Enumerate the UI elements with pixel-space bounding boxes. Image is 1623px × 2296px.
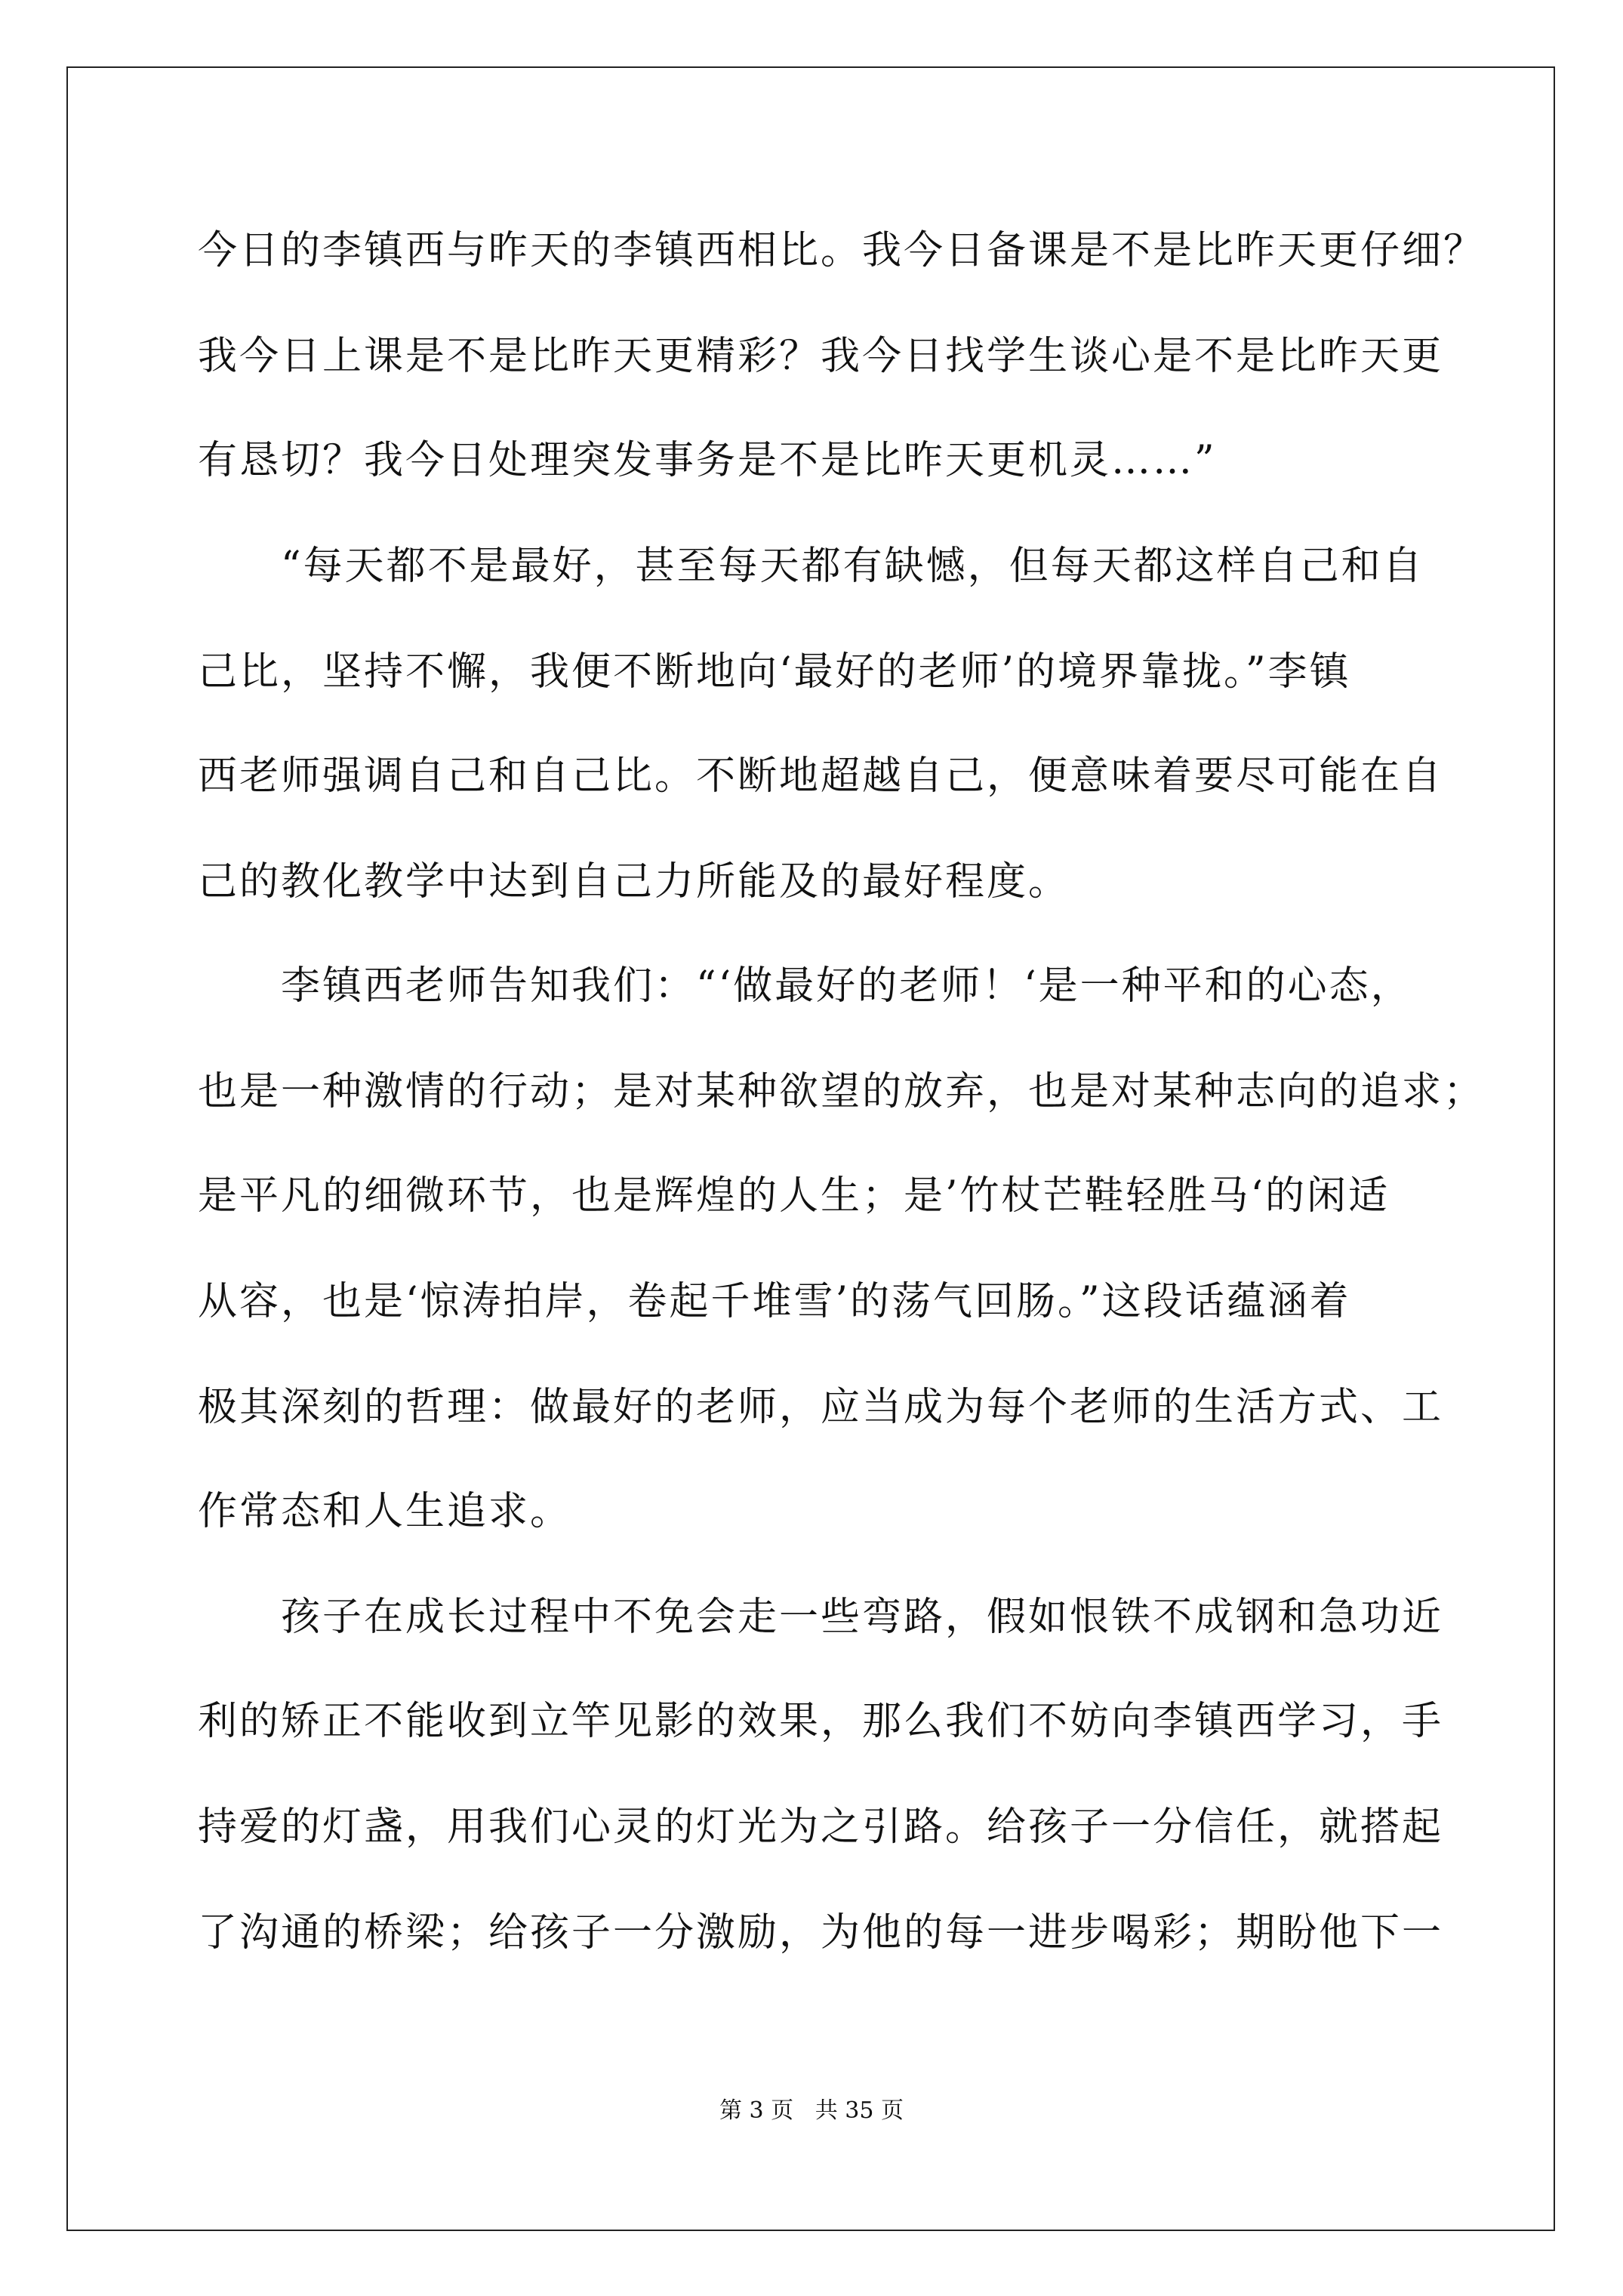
text-line: 己的教化教学中达到自己力所能及的最好程度。	[198, 859, 1070, 905]
text-line: 极其深刻的哲理：做最好的老师，应当成为每个老师的生活方式、工	[198, 1385, 1444, 1430]
text-line: 从容，也是‘惊涛拍岸，卷起千堆雪’的荡气回肠。”这段话蕴涵着	[198, 1279, 1351, 1324]
text-line: 也是一种激情的行动；是对某种欲望的放弃，也是对某种志向的追求；	[198, 1069, 1486, 1114]
text-line: 是平凡的细微环节，也是辉煌的人生；是’竹杖芒鞋轻胜马‘的闲适	[198, 1173, 1390, 1219]
text-line: 李镇西老师告知我们：“‘做最好的老师！‘是一种平和的心态，	[281, 963, 1412, 1009]
text-line: 孩子在成长过程中不免会走一些弯路，假如恨铁不成钢和急功近	[281, 1595, 1444, 1640]
page-number: 第 3 页 共 35 页	[719, 2097, 904, 2124]
text-line: 今日的李镇西与昨天的李镇西相比。我今日备课是不是比昨天更仔细？	[198, 228, 1486, 273]
text-line: “每天都不是最好，甚至每天都有缺憾，但每天都这样自己和自	[281, 544, 1424, 589]
page-border	[66, 66, 1555, 2231]
text-line: 持爱的灯盏，用我们心灵的灯光为之引路。给孩子一分信任，就搭起	[198, 1804, 1444, 1850]
text-line: 西老师强调自己和自己比。不断地超越自己，便意味着要尽可能在自	[198, 754, 1444, 799]
text-line: 己比，坚持不懈，我便不断地向‘最好的老师’的境界靠拢。”李镇	[198, 649, 1351, 695]
text-line: 作常态和人生追求。	[198, 1489, 572, 1534]
text-line: 我今日上课是不是比昨天更精彩？我今日找学生谈心是不是比昨天更	[198, 334, 1444, 379]
text-line: 有恳切？我今日处理突发事务是不是比昨天更机灵……”	[198, 438, 1217, 483]
text-line: 利的矫正不能收到立竿见影的效果，那么我们不妨向李镇西学习，手	[198, 1699, 1444, 1744]
text-line: 了沟通的桥梁；给孩子一分激励，为他的每一进步喝彩；期盼他下一	[198, 1910, 1444, 1955]
